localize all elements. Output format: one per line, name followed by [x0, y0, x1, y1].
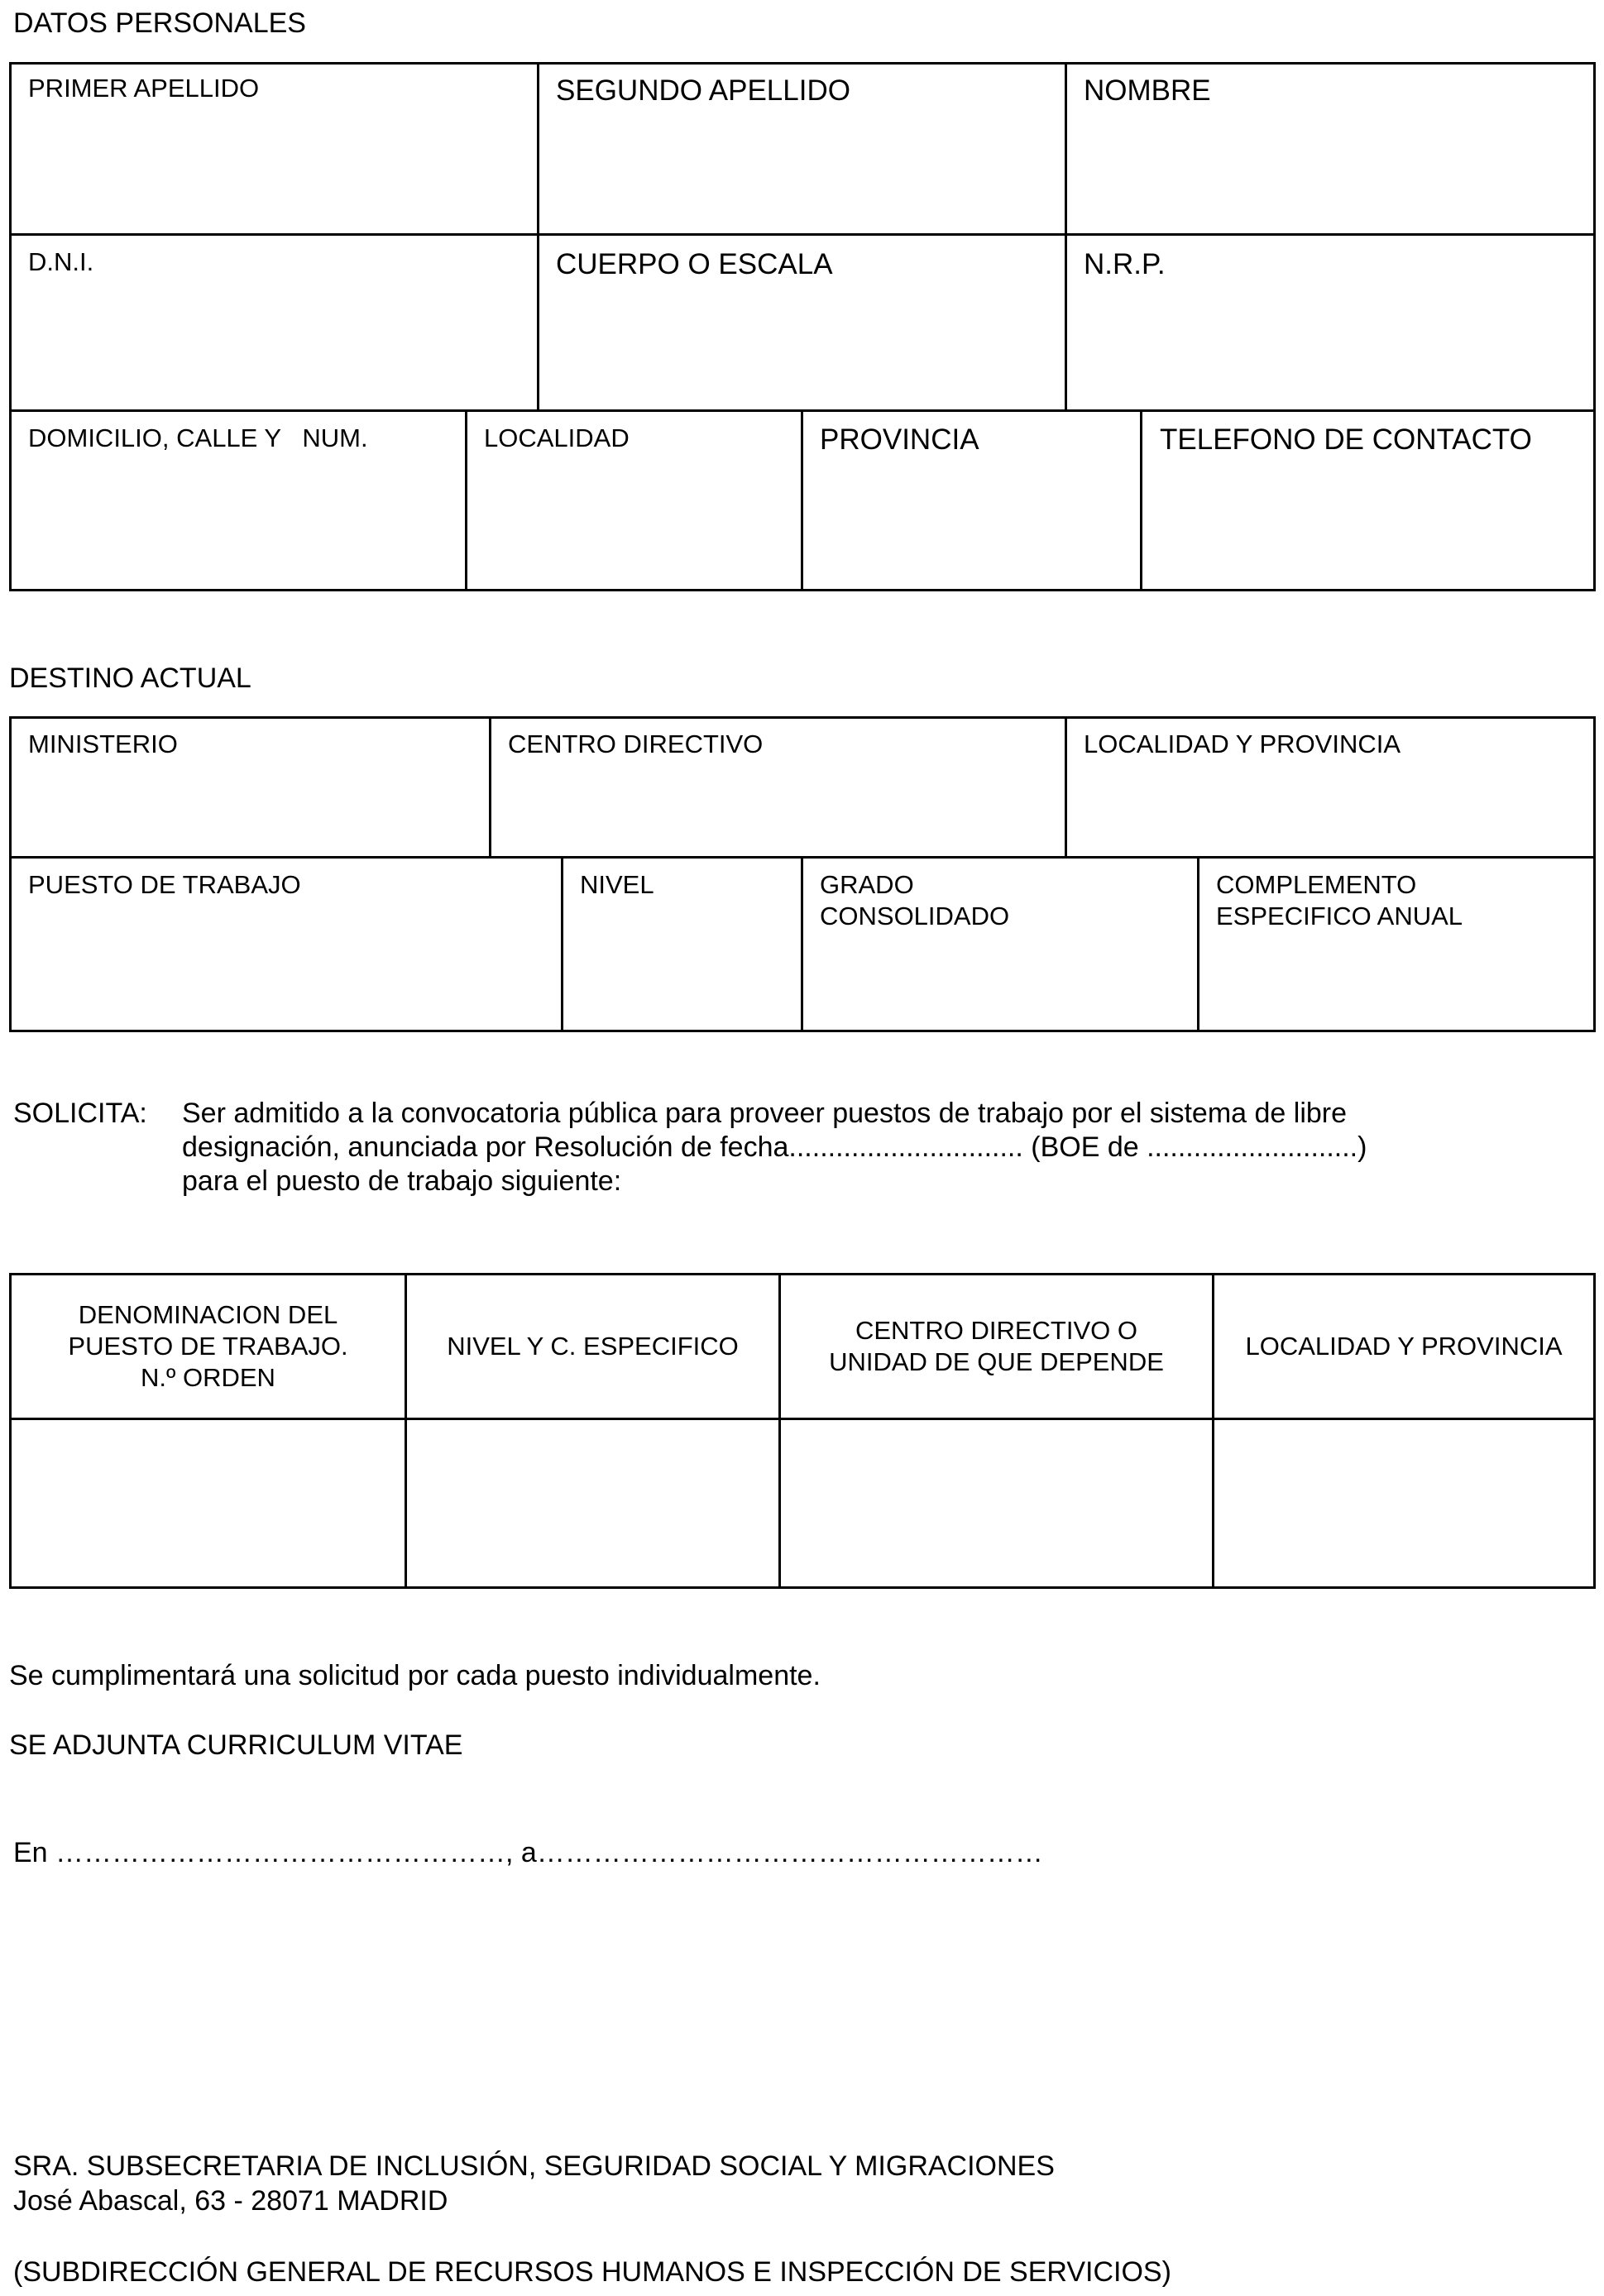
divider	[1065, 62, 1067, 412]
table-header-centro-directivo: CENTRO DIRECTIVO O UNIDAD DE QUE DEPENDE	[829, 1316, 1164, 1376]
field-centro-directivo[interactable]: CENTRO DIRECTIVO	[508, 729, 764, 758]
divider	[9, 233, 1596, 236]
addressee-line-2: José Abascal, 63 - 28071 MADRID	[13, 2185, 448, 2217]
solicita-line-3: para el puesto de trabajo siguiente:	[182, 1165, 622, 1197]
field-puesto-trabajo[interactable]: PUESTO DE TRABAJO	[28, 870, 301, 899]
solicita-text	[182, 1097, 1549, 1198]
table-header-denominacion: DENOMINACION DEL PUESTO DE TRABAJO. N.º ORDEN	[68, 1300, 348, 1392]
divider	[801, 409, 803, 591]
field-grado-consolidado[interactable]: GRADO CONSOLIDADO	[820, 870, 1010, 930]
table-header-localidad: LOCALIDAD Y PROVINCIA	[1245, 1332, 1563, 1361]
field-domicilio[interactable]: DOMICILIO, CALLE Y NUM.	[28, 423, 368, 452]
field-nrp[interactable]: N.R.P.	[1084, 248, 1166, 280]
place-date-line[interactable]: En …………………………………………, a………………………………………………	[13, 1837, 1043, 1868]
field-nombre[interactable]: NOMBRE	[1084, 74, 1211, 107]
field-dni[interactable]: D.N.I.	[28, 247, 94, 276]
field-localidad[interactable]: LOCALIDAD	[484, 423, 630, 452]
field-cuerpo-escala[interactable]: CUERPO O ESCALA	[556, 248, 833, 280]
table-cell-localidad-input[interactable]	[1214, 1420, 1593, 1586]
divider	[801, 856, 803, 1032]
addressee-line-3: (SUBDIRECCIÓN GENERAL DE RECURSOS HUMANOS E INSPECCIÓN DE SERVICIOS)	[13, 2256, 1171, 2288]
solicita-label: SOLICITA:	[13, 1098, 147, 1129]
section-title-datos-personales: DATOS PERSONALES	[13, 7, 306, 39]
divider	[1197, 856, 1199, 1032]
divider	[537, 62, 539, 412]
section-title-destino-actual: DESTINO ACTUAL	[9, 662, 251, 694]
table-cell-centro-input[interactable]	[781, 1420, 1212, 1586]
field-complemento-especifico[interactable]: COMPLEMENTO ESPECIFICO ANUAL	[1216, 870, 1463, 930]
field-primer-apellido[interactable]: PRIMER APELLIDO	[28, 74, 260, 103]
table-cell-nivel-input[interactable]	[407, 1420, 778, 1586]
field-telefono[interactable]: TELEFONO DE CONTACTO	[1160, 423, 1532, 456]
divider	[1065, 716, 1067, 859]
note-one-per-post: Se cumplimentará una solicitud por cada puesto individualmente.	[9, 1660, 821, 1691]
table-cell-denominacion-input[interactable]	[12, 1420, 405, 1586]
note-curriculum: SE ADJUNTA CURRICULUM VITAE	[9, 1729, 463, 1761]
divider	[489, 716, 491, 859]
solicita-line-1: Ser admitido a la convocatoria pública para proveer puestos de trabajo por el sistema de libre	[182, 1098, 1348, 1129]
field-provincia[interactable]: PROVINCIA	[820, 423, 979, 456]
field-localidad-provincia[interactable]: LOCALIDAD Y PROVINCIA	[1084, 729, 1401, 758]
divider	[465, 409, 467, 591]
divider	[561, 856, 563, 1032]
field-ministerio[interactable]: MINISTERIO	[28, 729, 178, 758]
field-segundo-apellido[interactable]: SEGUNDO APELLIDO	[556, 74, 850, 107]
field-nivel[interactable]: NIVEL	[580, 870, 654, 899]
solicita-line-2: designación, anunciada por Resolución de fecha.............................. (BOE de ...........................)	[182, 1131, 1367, 1163]
addressee-line-1: SRA. SUBSECRETARIA DE INCLUSIÓN, SEGURIDAD SOCIAL Y MIGRACIONES	[13, 2150, 1055, 2182]
divider	[1140, 409, 1142, 591]
table-header-nivel: NIVEL Y C. ESPECIFICO	[447, 1332, 739, 1361]
